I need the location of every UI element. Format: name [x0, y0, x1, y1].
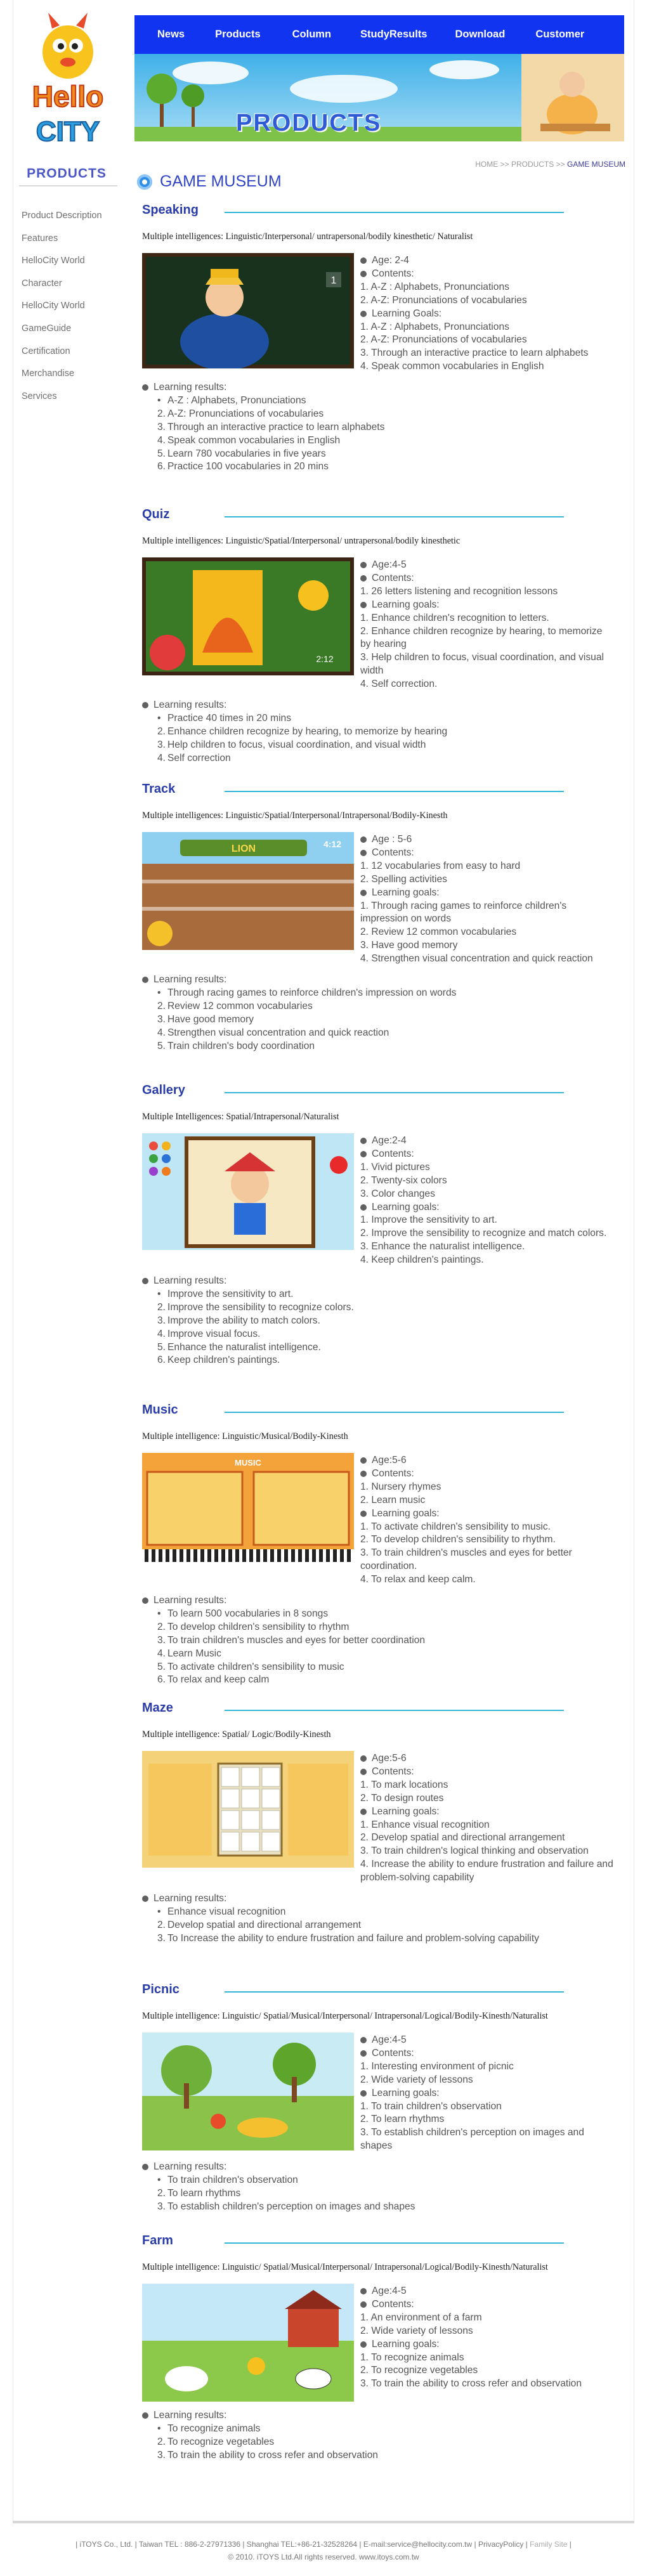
intelligences-text: Multiple intelligence: Spatial/ Logic/Bodily-Kinesth	[142, 1729, 331, 1740]
results-text: To train the ability to cross refer and observation	[167, 2449, 378, 2461]
game-title: Gallery	[142, 1083, 185, 1097]
sidenav-item[interactable]: Certification	[22, 346, 70, 356]
nav-column[interactable]: Column	[292, 29, 332, 40]
results-item	[157, 1661, 624, 1674]
detail-item: 2. Spelling activities	[360, 873, 447, 885]
footer	[13, 2521, 634, 2576]
results-marker: 3.	[157, 2201, 166, 2212]
detail-item: 3. Through an interactive practice to learn alphabets	[360, 348, 589, 359]
detail-item: 2. Review 12 common vocabularies	[360, 927, 517, 938]
results-item	[157, 2174, 624, 2187]
game-section-speaking	[137, 203, 632, 482]
results-text: A-Z : Alphabets, Pronunciations	[167, 394, 306, 406]
results-list	[142, 1906, 624, 1946]
game-title: Track	[142, 782, 176, 796]
results-list	[142, 394, 624, 474]
results-item	[157, 1000, 624, 1013]
results-marker: 5.	[157, 1341, 166, 1353]
game-section-farm	[137, 2234, 632, 2513]
results-marker: 2.	[157, 2436, 166, 2447]
results-marker: 3.	[157, 2449, 166, 2461]
results-item	[157, 1027, 624, 1040]
results-text: Train children's body coordination	[167, 1040, 315, 1051]
banner-title: PRODUCTS	[236, 110, 382, 136]
game-details	[360, 1752, 614, 1885]
results-text: Through an interactive practice to learn alphabets	[167, 421, 385, 433]
detail-heading: Learning goals:	[360, 1805, 614, 1819]
results-item	[157, 752, 624, 765]
game-details	[360, 254, 614, 374]
game-details	[360, 2285, 614, 2391]
results-text: Develop spatial and directional arrangement	[167, 1919, 362, 1930]
title-rule	[225, 791, 564, 792]
footer-contact	[13, 2540, 634, 2549]
footer-sep: |	[567, 2540, 572, 2549]
learning-results	[142, 1275, 624, 1367]
detail-item: 2. Twenty-six colors	[360, 1174, 447, 1186]
results-item	[157, 725, 624, 739]
results-item	[157, 2201, 624, 2214]
results-text: To relax and keep calm	[167, 1674, 270, 1686]
detail-item: 1. To activate children's sensibility to music.	[360, 1521, 551, 1532]
results-text: Learn 780 vocabularies in five years	[167, 448, 326, 459]
sidenav-item[interactable]: Character	[22, 278, 62, 289]
results-marker: •	[157, 987, 161, 998]
results-list	[142, 2423, 624, 2462]
detail-heading: Age:2-4	[360, 1135, 614, 1148]
results-text: To activate children's sensibility to music	[167, 1661, 344, 1672]
results-marker: 4.	[157, 434, 166, 446]
detail-item: 1. 26 letters listening and recognition lessons	[360, 585, 558, 597]
results-item	[157, 1621, 624, 1634]
results-item	[157, 1919, 624, 1932]
results-text: To train children's muscles and eyes for better coordination	[167, 1634, 426, 1646]
results-heading: Learning results:	[142, 2161, 624, 2174]
products-banner	[134, 54, 624, 141]
results-item	[157, 1040, 624, 1053]
detail-item: 2. Develop spatial and directional arrangement	[360, 1832, 565, 1844]
detail-item: 2. Learn music	[360, 1494, 426, 1506]
game-title: Maze	[142, 1701, 173, 1715]
detail-heading: Contents:	[360, 268, 614, 281]
results-text: Practice 100 vocabularies in 20 mins	[167, 461, 329, 472]
results-item	[157, 1648, 624, 1661]
detail-item: 2. Wide variety of lessons	[360, 2325, 473, 2336]
results-text: To learn 500 vocabularies in 8 songs	[167, 1608, 329, 1619]
results-text: Improve the sensibility to recognize colors.	[167, 1301, 354, 1313]
svg-text:CITY: CITY	[36, 116, 100, 147]
hellocity-logo[interactable]	[20, 6, 115, 155]
results-item	[157, 2187, 624, 2201]
results-text: To train children's observation	[167, 2174, 298, 2185]
results-list	[142, 1288, 624, 1367]
detail-item: 2. Improve the sensibility to recognize and match colors.	[360, 1228, 607, 1239]
game-screenshot	[142, 832, 354, 950]
detail-item: 2. A-Z: Pronunciations of vocabularies	[360, 334, 527, 346]
detail-item: 1. An environment of a farm	[360, 2312, 482, 2323]
detail-item: 3. To train children's muscles and eyes for better coordination.	[360, 1547, 572, 1572]
results-text: Improve the sensitivity to art.	[167, 1288, 294, 1299]
results-item	[157, 712, 624, 725]
results-text: Strengthen visual concentration and quick reaction	[167, 1027, 389, 1038]
results-text: Speak common vocabularies in English	[167, 434, 341, 446]
results-marker: 2.	[157, 1000, 166, 1012]
detail-heading: Learning Goals:	[360, 308, 614, 321]
detail-heading: Learning goals:	[360, 887, 614, 900]
detail-item: 3. Enhance the naturalist intelligence.	[360, 1241, 525, 1252]
svg-text:Hello: Hello	[32, 80, 104, 113]
game-screenshot	[142, 1133, 354, 1250]
game-details	[360, 833, 614, 966]
results-item	[157, 1315, 624, 1328]
learning-results	[142, 2409, 624, 2462]
detail-item: 1. 12 vocabularies from easy to hard	[360, 860, 521, 871]
nav-news[interactable]: News	[157, 29, 185, 40]
detail-item: 1. To recognize animals	[360, 2352, 464, 2363]
game-title: Speaking	[142, 203, 199, 217]
results-heading: Learning results:	[142, 973, 624, 987]
detail-heading: Learning goals:	[360, 2087, 614, 2100]
intelligences-text: Multiple intelligences: Linguistic/Spatial/Interpersonal/ untrapersonal/bodily kinesthetic	[142, 536, 461, 546]
detail-item: 2. Enhance children recognize by hearing, to memorize by hearing	[360, 625, 603, 650]
detail-item: 1. Through racing games to reinforce children's impression on words	[360, 900, 567, 925]
detail-item: 2. To learn rhythms	[360, 2114, 445, 2125]
results-text: A-Z: Pronunciations of vocabularies	[167, 408, 324, 419]
detail-item: 3. Have good memory	[360, 940, 458, 951]
music-label: MUSIC	[235, 1458, 261, 1467]
learning-results	[142, 699, 624, 765]
detail-item: 1. To train children's observation	[360, 2100, 502, 2112]
detail-heading: Contents:	[360, 1148, 614, 1161]
detail-heading: Learning goals:	[360, 1201, 614, 1214]
results-text: To learn rhythms	[167, 2187, 241, 2199]
results-marker: •	[157, 2423, 161, 2434]
results-marker: 4.	[157, 752, 166, 764]
results-marker: 6.	[157, 1674, 166, 1686]
game-title: Music	[142, 1403, 178, 1417]
speaking-counter: 1	[330, 275, 337, 286]
detail-heading: Contents:	[360, 847, 614, 860]
results-item	[157, 1288, 624, 1301]
game-section-gallery	[137, 1083, 632, 1366]
results-item	[157, 2449, 624, 2462]
title-rule	[225, 2242, 564, 2244]
results-marker: 2.	[157, 1301, 166, 1313]
detail-heading: Learning goals:	[360, 599, 614, 612]
intelligences-text: Multiple Intelligences: Spatial/Intrapersonal/Naturalist	[142, 1112, 339, 1122]
detail-item: 1. Nursery rhymes	[360, 1481, 441, 1492]
detail-heading: Contents:	[360, 2298, 614, 2312]
results-marker: 4.	[157, 1328, 166, 1339]
results-text: Improve visual focus.	[167, 1328, 261, 1339]
results-text: Have good memory	[167, 1013, 254, 1025]
game-title: Quiz	[142, 507, 170, 521]
results-marker: 2.	[157, 408, 166, 419]
game-section-maze	[137, 1701, 632, 1980]
footer-contact-text: | iTOYS Co., Ltd. | Taiwan TEL : 886-2-27971336 | Shanghai TEL:+86-21-32528264 | E-mail:service@hellocity.com.tw |	[75, 2540, 478, 2549]
detail-heading: Contents:	[360, 1467, 614, 1481]
sidenav-item[interactable]: Services	[22, 391, 57, 401]
results-text: Enhance visual recognition	[167, 1906, 286, 1917]
footer-copyright: © 2010. iTOYS Ltd.All rights reserved. www.itoys.com.tw	[228, 2553, 419, 2561]
sidenav-item[interactable]: GameGuide	[22, 323, 72, 334]
results-list	[142, 2174, 624, 2214]
detail-item: 3. To establish children's perception on images and shapes	[360, 2127, 584, 2152]
track-timer: 4:12	[323, 839, 342, 849]
results-marker: 5.	[157, 1661, 166, 1672]
detail-item: 1. A-Z : Alphabets, Pronunciations	[360, 321, 509, 332]
game-section-quiz	[137, 507, 632, 786]
crumb-sep: >>	[500, 160, 509, 169]
page-heading	[137, 172, 282, 191]
results-heading: Learning results:	[142, 699, 624, 712]
family-site-select[interactable]: Family Site	[530, 2540, 568, 2549]
intelligences-text: Multiple intelligence: Linguistic/ Spatial/Musical/Interpersonal/ Intrapersonal/Logical/Bodily-Kinesth/Naturalist	[142, 2262, 548, 2272]
results-heading: Learning results:	[142, 1892, 624, 1906]
results-marker: 3.	[157, 1932, 166, 1944]
detail-heading: Contents:	[360, 2047, 614, 2060]
detail-item: 3. To train children's logical thinking and observation	[360, 1845, 589, 1857]
detail-heading: Age:4-5	[360, 2285, 614, 2298]
results-marker: 3.	[157, 1634, 166, 1646]
results-text: Enhance the naturalist intelligence.	[167, 1341, 321, 1353]
results-list	[142, 712, 624, 765]
title-rule	[225, 212, 564, 213]
results-item	[157, 1906, 624, 1919]
results-item	[157, 1354, 624, 1367]
detail-item: 4. Speak common vocabularies in English	[360, 361, 544, 372]
results-text: Improve the ability to match colors.	[167, 1315, 320, 1326]
results-text: To develop children's sensibility to rhythm	[167, 1621, 350, 1632]
detail-item: 3. Color changes	[360, 1188, 435, 1199]
results-item	[157, 1932, 624, 1946]
game-screenshot	[142, 1751, 354, 1868]
detail-item: 3. Help children to focus, visual coordination, and visual width	[360, 652, 604, 677]
detail-item: 4. Strengthen visual concentration and quick reaction	[360, 953, 593, 965]
results-marker: 2.	[157, 2187, 166, 2199]
results-item	[157, 1341, 624, 1355]
results-list	[142, 987, 624, 1053]
nav-customer[interactable]: Customer	[535, 29, 585, 40]
results-text: Through racing games to reinforce children's impression on words	[167, 987, 457, 998]
footer-sep: |	[523, 2540, 530, 2549]
results-item	[157, 434, 624, 448]
detail-item: 4. To relax and keep calm.	[360, 1574, 476, 1585]
detail-heading: Contents:	[360, 1766, 614, 1779]
side-navigation	[22, 209, 117, 412]
results-text: To establish children's perception on images and shapes	[167, 2201, 415, 2212]
learning-results	[142, 1594, 624, 1687]
detail-item: 1. Improve the sensitivity to art.	[360, 1214, 497, 1226]
results-text: Self correction	[167, 752, 231, 764]
results-item	[157, 739, 624, 752]
results-text: To recognize animals	[167, 2423, 261, 2434]
left-section-title: PRODUCTS	[27, 166, 107, 181]
detail-item: 1. Interesting environment of picnic	[360, 2060, 514, 2072]
results-item	[157, 1634, 624, 1648]
detail-item: 2. To design routes	[360, 1792, 444, 1804]
nav-products[interactable]: Products	[215, 29, 261, 40]
game-details	[360, 1454, 614, 1587]
learning-results	[142, 2161, 624, 2214]
results-marker: 5.	[157, 1040, 166, 1051]
results-marker: •	[157, 1906, 161, 1917]
game-details	[360, 559, 614, 691]
results-text: Keep children's paintings.	[167, 1355, 280, 1366]
results-item	[157, 460, 624, 474]
results-marker: 2.	[157, 725, 166, 737]
results-item	[157, 1301, 624, 1315]
detail-heading: Learning goals:	[360, 1507, 614, 1521]
results-text: Enhance children recognize by hearing, to memorize by hearing	[167, 725, 448, 737]
game-details	[360, 1135, 614, 1267]
crumb-current: GAME MUSEUM	[566, 160, 625, 169]
results-item	[157, 394, 624, 408]
crumb-sep: >>	[556, 160, 565, 169]
footer-divider	[13, 2521, 634, 2523]
detail-item: 1. Enhance children's recognition to letters.	[360, 612, 549, 623]
results-marker: 4.	[157, 1027, 166, 1038]
detail-item: 4. Keep children's paintings.	[360, 1254, 484, 1266]
game-screenshot	[142, 557, 354, 675]
results-marker: •	[157, 1288, 161, 1299]
crumb-home[interactable]: HOME	[475, 160, 499, 169]
title-rule	[225, 1412, 564, 1413]
results-heading: Learning results:	[142, 2409, 624, 2423]
crumb-products[interactable]: PRODUCTS	[511, 160, 554, 169]
title-rule	[225, 516, 564, 517]
nav-studyresults[interactable]: StudyResults	[360, 29, 428, 40]
game-screenshot	[142, 253, 354, 368]
results-item	[157, 1328, 624, 1341]
detail-item: 4. Self correction.	[360, 679, 438, 690]
results-marker: •	[157, 394, 161, 406]
detail-item: 3. To train the ability to cross refer and observation	[360, 2378, 582, 2390]
game-screenshot	[142, 1453, 354, 1571]
results-marker: 3.	[157, 1013, 166, 1025]
game-title: Farm	[142, 2234, 173, 2247]
results-heading: Learning results:	[142, 1275, 624, 1288]
game-section-music	[137, 1403, 632, 1686]
intelligences-text: Multiple intelligence: Linguistic/ Spatial/Musical/Interpersonal/ Intrapersonal/Logical/Bodily-Kinesth/Naturalist	[142, 2011, 548, 2021]
results-marker: •	[157, 2174, 161, 2185]
sidenav-item[interactable]: HelloCity World	[22, 256, 85, 266]
results-text: To recognize vegetables	[167, 2436, 275, 2447]
results-marker: 3.	[157, 421, 166, 433]
intelligences-text: Multiple intelligences: Linguistic/Spatial/Interpersonal/Intrapersonal/Bodily-Kinesth	[142, 810, 448, 821]
results-text: Review 12 common vocabularies	[167, 1000, 313, 1012]
results-marker: 6.	[157, 461, 166, 472]
intelligences-text: Multiple intelligences: Linguistic/Interpersonal/ untrapersonal/bodily kinesthetic/ Naturalist	[142, 231, 473, 242]
results-item	[157, 421, 624, 434]
results-list	[142, 1608, 624, 1687]
learning-results	[142, 1892, 624, 1946]
detail-item: 1. Enhance visual recognition	[360, 1819, 490, 1830]
results-text: Learn Music	[167, 1648, 221, 1659]
left-divider	[19, 185, 117, 186]
detail-heading: Age:5-6	[360, 1454, 614, 1467]
detail-heading: Age : 5-6	[360, 833, 614, 847]
sidenav-item[interactable]: HelloCity World	[22, 301, 85, 311]
learning-results	[142, 973, 624, 1053]
detail-item: 4. Increase the ability to endure frustration and failure and problem-solving capability	[360, 1859, 613, 1883]
results-item	[157, 1608, 624, 1621]
detail-heading: Age: 2-4	[360, 254, 614, 268]
results-item	[157, 448, 624, 461]
detail-item: 2. To recognize vegetables	[360, 2365, 478, 2376]
privacy-policy-link[interactable]: PrivacyPolicy	[478, 2540, 524, 2549]
game-screenshot	[142, 2033, 354, 2150]
results-text: Practice 40 times in 20 mins	[167, 712, 291, 724]
detail-item: 1. To mark locations	[360, 1779, 448, 1790]
intelligences-text: Multiple intelligence: Linguistic/Musical/Bodily-Kinesth	[142, 1431, 348, 1441]
sidenav-item[interactable]: Product Description	[22, 211, 102, 221]
results-item	[157, 2436, 624, 2449]
results-item	[157, 987, 624, 1000]
sidenav-item[interactable]: Features	[22, 233, 58, 244]
results-item	[157, 1013, 624, 1027]
detail-heading: Age:4-5	[360, 559, 614, 572]
results-marker: •	[157, 712, 161, 724]
results-marker: 3.	[157, 1315, 166, 1326]
results-item	[157, 2423, 624, 2436]
game-title: Picnic	[142, 1982, 180, 1996]
heading-bullet-icon	[137, 174, 152, 190]
detail-item: 1. A-Z : Alphabets, Pronunciations	[360, 281, 509, 292]
title-rule	[225, 1092, 564, 1093]
page-title: GAME MUSEUM	[160, 172, 282, 190]
results-item	[157, 408, 624, 421]
game-section-picnic	[137, 1982, 632, 2261]
detail-heading: Age:5-6	[360, 1752, 614, 1766]
results-text: Help children to focus, visual coordination, and visual width	[167, 739, 426, 750]
detail-item: 1. Vivid pictures	[360, 1161, 430, 1173]
learning-results	[142, 381, 624, 474]
game-details	[360, 2034, 614, 2153]
title-rule	[225, 1991, 564, 1993]
title-rule	[225, 1710, 564, 1711]
quiz-timer: 2:12	[316, 654, 334, 664]
detail-heading: Age:4-5	[360, 2034, 614, 2047]
detail-item: 2. A-Z: Pronunciations of vocabularies	[360, 294, 527, 306]
results-item	[157, 1674, 624, 1687]
nav-download[interactable]: Download	[455, 29, 506, 40]
sidenav-item[interactable]: Merchandise	[22, 368, 75, 379]
track-word: LION	[231, 843, 256, 854]
main-navigation	[134, 15, 624, 54]
game-screenshot	[142, 2284, 354, 2402]
results-marker: 5.	[157, 448, 166, 459]
results-marker: 2.	[157, 1919, 166, 1930]
game-section-track	[137, 782, 632, 1061]
results-marker: •	[157, 1608, 161, 1619]
breadcrumb	[475, 160, 625, 169]
results-heading: Learning results:	[142, 381, 624, 394]
results-text: To Increase the ability to endure frustration and failure and problem-solving capability	[167, 1932, 539, 1944]
results-marker: 2.	[157, 1621, 166, 1632]
results-marker: 6.	[157, 1355, 166, 1366]
detail-item: 2. Wide variety of lessons	[360, 2074, 473, 2085]
detail-heading: Contents:	[360, 572, 614, 585]
results-heading: Learning results:	[142, 1594, 624, 1608]
results-marker: 3.	[157, 739, 166, 750]
detail-item: 2. To develop children's sensibility to rhythm.	[360, 1534, 556, 1545]
results-marker: 4.	[157, 1648, 166, 1659]
detail-heading: Learning goals:	[360, 2338, 614, 2352]
